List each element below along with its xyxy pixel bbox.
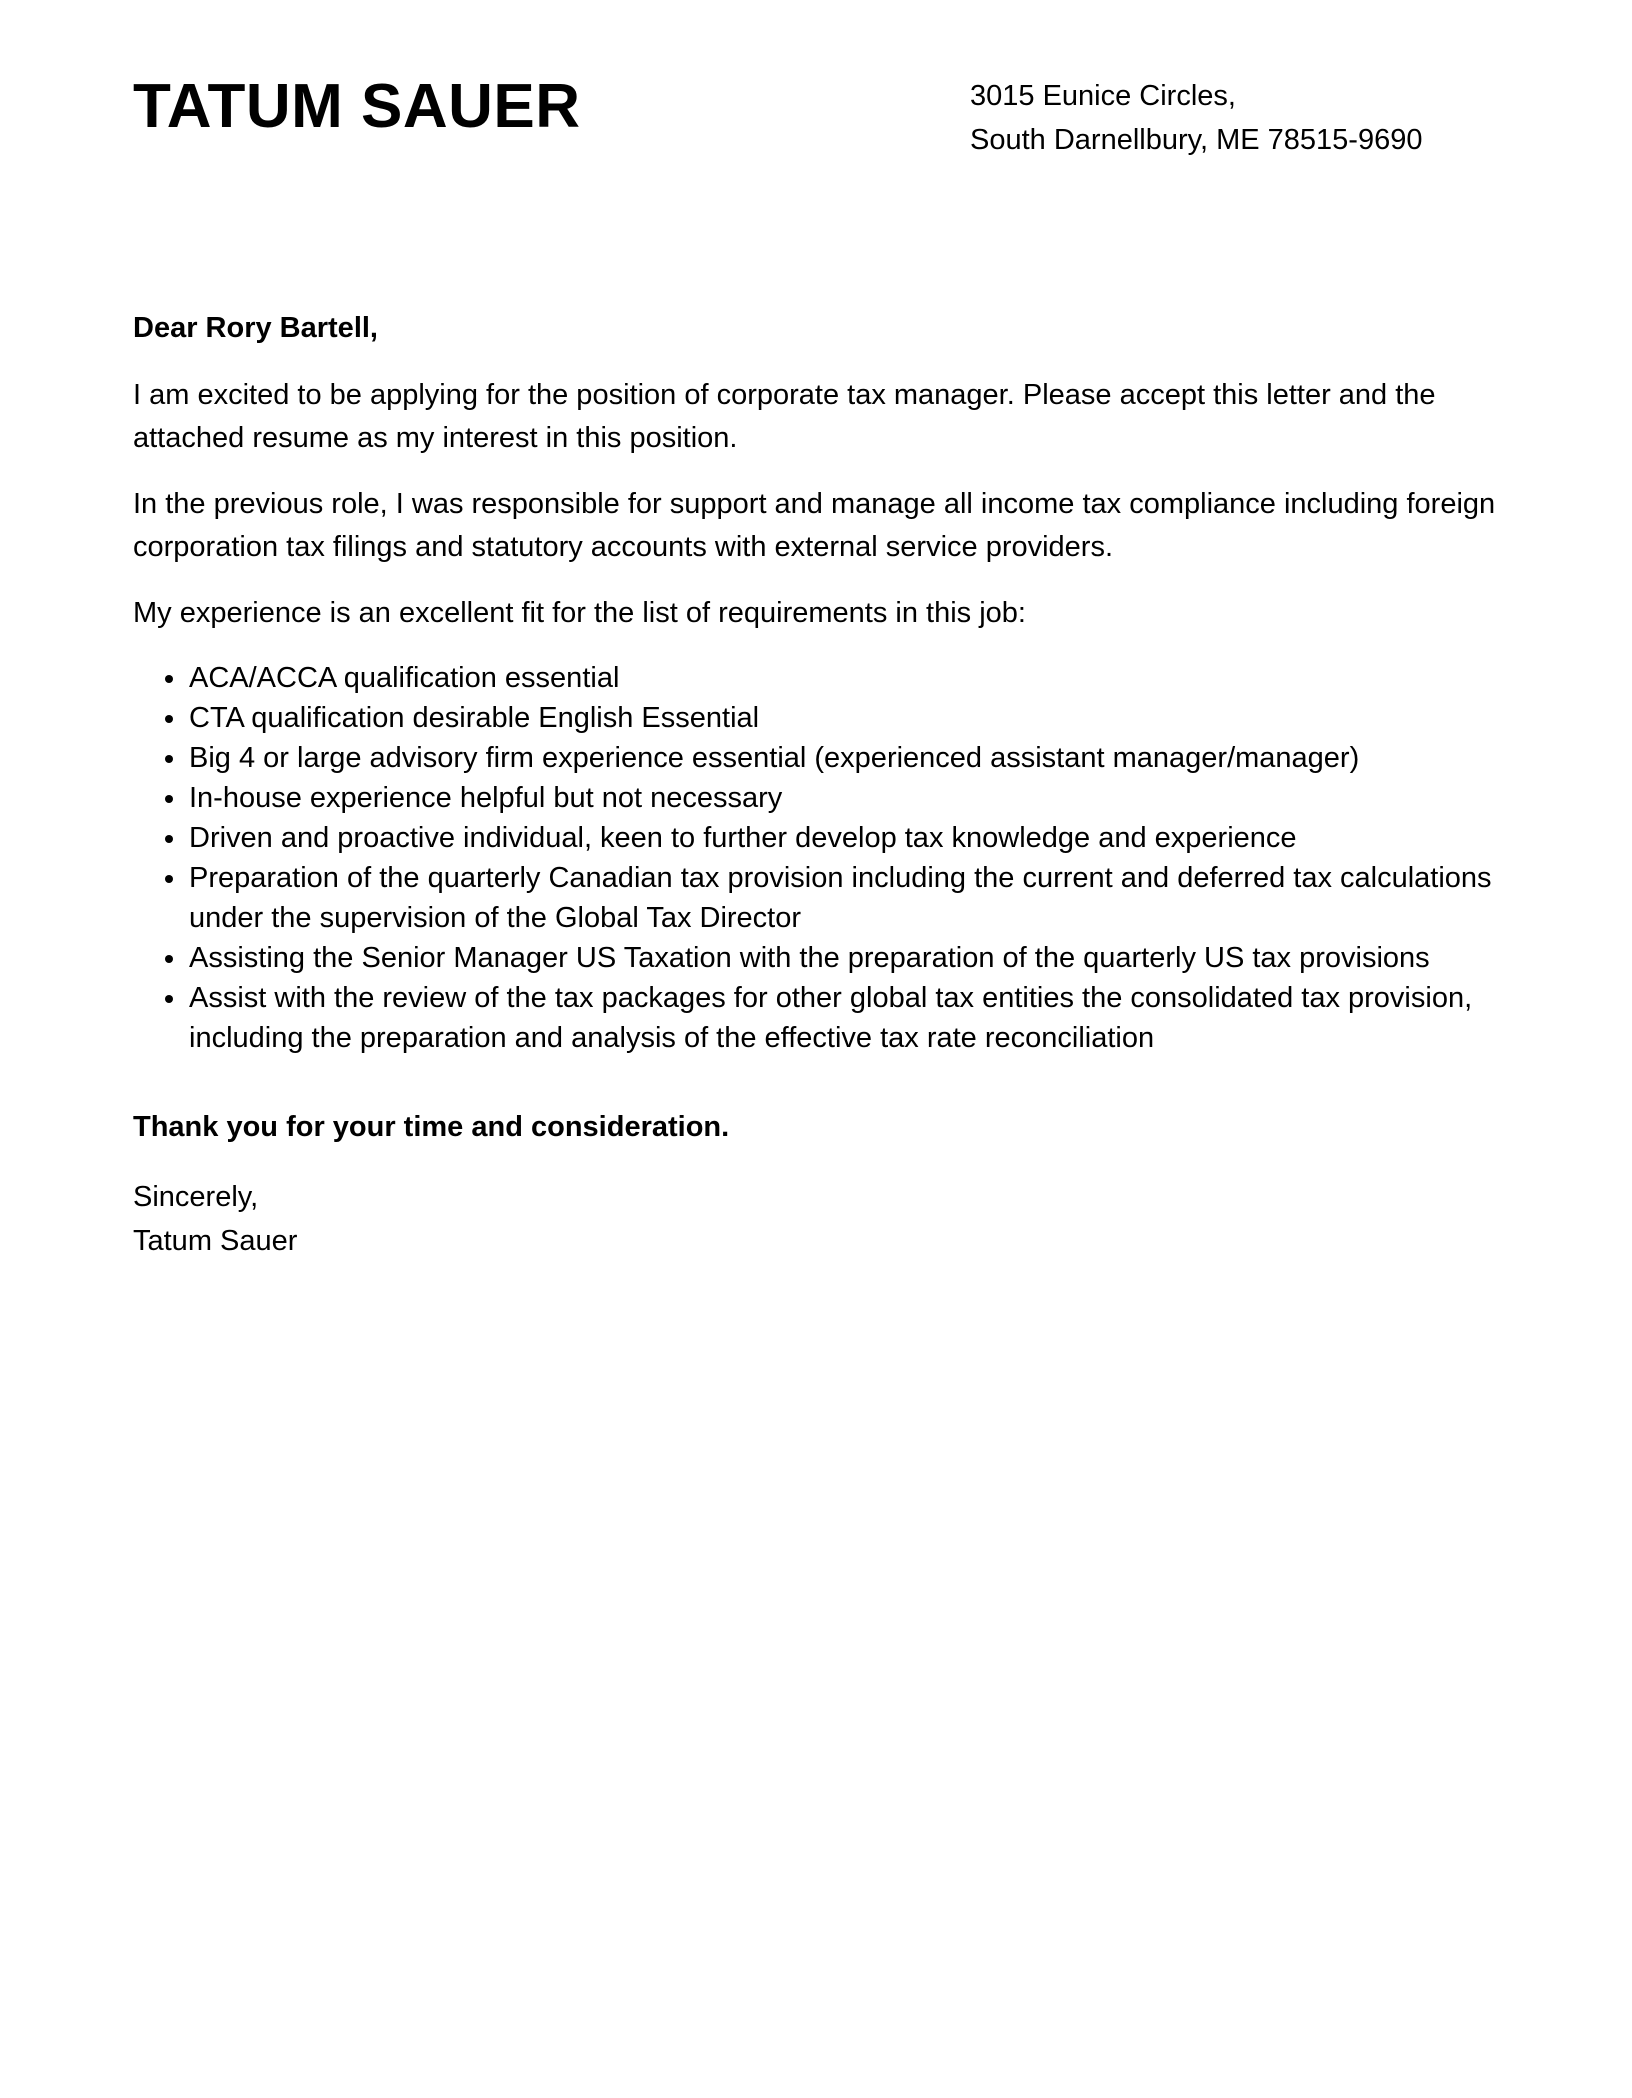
address-line-2: South Darnellbury, ME 78515-9690 bbox=[970, 124, 1423, 156]
list-item: • Assisting the Senior Manager US Taxation with the preparation of the quarterly US tax provisions bbox=[188, 938, 1500, 978]
list-item: • Assist with the review of the tax packages for other global tax entities the consolidated tax provision, including the preparation and analysis of the effective tax rate reconciliation bbox=[188, 978, 1500, 1058]
closing-thanks: Thank you for your time and consideration. bbox=[133, 1111, 730, 1143]
signature-name: Tatum Sauer bbox=[133, 1225, 298, 1257]
address-line-1: 3015 Eunice Circles, bbox=[970, 80, 1236, 112]
salutation: Dear Rory Bartell, bbox=[133, 312, 378, 344]
letter-body bbox=[133, 307, 1500, 1263]
page-title: TATUM SAUER bbox=[133, 72, 581, 141]
sender-address bbox=[970, 72, 1500, 162]
list-item: • ACA/ACCA qualification essential bbox=[188, 658, 1500, 698]
list-item: • CTA qualification desirable English Essential bbox=[188, 698, 1500, 738]
list-item: • In-house experience helpful but not necessary bbox=[188, 778, 1500, 818]
list-item: • Driven and proactive individual, keen to further develop tax knowledge and experience bbox=[188, 818, 1500, 858]
paragraph-experience-fit: My experience is an excellent fit for the list of requirements in this job: bbox=[133, 597, 1026, 629]
paragraph-previous-role: In the previous role, I was responsible for support and manage all income tax compliance including foreign corporation tax filings and statutory accounts with external service providers. bbox=[133, 488, 1496, 563]
paragraph-intro: I am excited to be applying for the position of corporate tax manager. Please accept this letter and the attached resume as my interest in this position. bbox=[133, 379, 1436, 454]
signature-block bbox=[133, 1175, 1500, 1263]
letter-header bbox=[133, 72, 1500, 162]
list-item: • Big 4 or large advisory firm experience essential (experienced assistant manager/manager) bbox=[188, 738, 1500, 778]
list-item: • Preparation of the quarterly Canadian tax provision including the current and deferred tax calculations under the supervision of the Global Tax Director bbox=[188, 858, 1500, 938]
signoff: Sincerely, bbox=[133, 1181, 259, 1213]
requirements-list bbox=[133, 658, 1500, 1058]
